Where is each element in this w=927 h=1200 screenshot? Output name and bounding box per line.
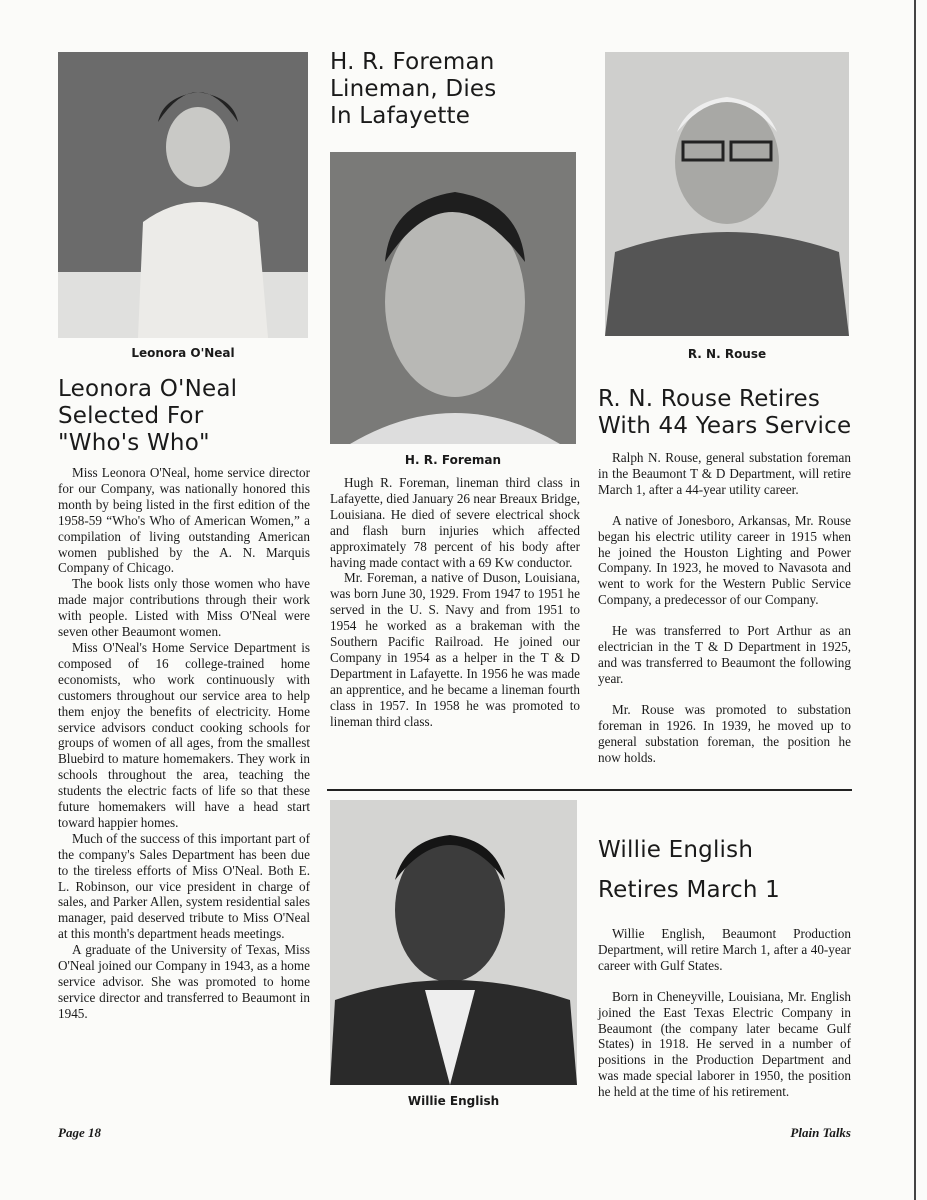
photo-rn-rouse <box>605 52 849 336</box>
paragraph: Mr. Foreman, a native of Duson, Louisiana, was born June 30, 1929. From 1947 to 1951 he served in the U. S. Navy and from 1951 to 1954 he worked as a brakeman with the Southern Pacific Railroad. He joined our Company in 1954 as a helper in the T & D Department in Lafayette. In 1956 he was made an apprentice, and he became a lineman fourth class in 1957. In 1958 he was promoted to lineman third class. <box>330 570 580 729</box>
paragraph: The book lists only those women who have made major contributions through their work with people. Listed with Miss O'Neal were seven other Beaumont women. <box>58 576 310 640</box>
paragraph: Hugh R. Foreman, lineman third class in Lafayette, died January 26 near Breaux Bridge, Louisiana. He died of severe electrical shock and flash burn injuries which affected approximately 78 percent of his body after having made contact with a 69 Kw conductor. <box>330 475 580 570</box>
paragraph: Miss Leonora O'Neal, home service director for our Company, was nationally honored this month by being listed in the first edition of the 1958-59 “Who's Who of American Women,” a compilation of living outstanding American women published by the A. N. Marquis Company of Chicago. <box>58 465 310 576</box>
article-body-foreman <box>330 475 580 730</box>
photo-caption: R. N. Rouse <box>687 347 767 361</box>
headline-line: R. N. Rouse Retires <box>598 386 821 412</box>
paragraph: He was transferred to Port Arthur as an electrician in the T & D Department in 1925, and was transferred to Beaumont the following year. <box>598 623 851 686</box>
article-body-oneal <box>58 465 310 1022</box>
page-number: Page 18 <box>58 1125 101 1140</box>
headline-line: Lineman, Dies <box>330 76 497 102</box>
headline-english <box>598 830 780 910</box>
paragraph: Miss O'Neal's Home Service Department is composed of 16 college-trained home economists, who work continuously with customers throughout our service area to help them enjoy the benefits of electricity. Home service advisors conduct cooking schools for groups of women of all ages, from the smallest Bluebird to mature homemakers. They work in schools throughout the area, teaching the students the electric facts of life so that these future homemakers will have a head start toward happier homes. <box>58 639 310 830</box>
photo-caption: Leonora O'Neal <box>131 346 235 360</box>
paragraph: Born in Cheneyville, Louisiana, Mr. English joined the East Texas Electric Company in Beaumont (the company later became Gulf States) in 1918. He served in a number of positions in the Production Department and was made special laborer in 1950, the position he held at the time of his retirement. <box>598 988 851 1100</box>
headline-line: In Lafayette <box>330 103 471 129</box>
article-body-english <box>598 926 851 1115</box>
headline-line: Willie English <box>598 837 754 863</box>
photo-caption: H. R. Foreman <box>404 453 502 467</box>
headline-oneal <box>58 376 237 457</box>
paragraph: Much of the success of this important part of the company's Sales Department has been due to the tireless efforts of Miss O'Neal. Both E. L. Robinson, our vice president in charge of sales, and Parker Allen, system residential sales manager, paid deserved tribute to Miss O'Neal at this month's department heads meetings. <box>58 830 310 942</box>
headline-line: Retires March 1 <box>598 877 780 903</box>
paragraph: A native of Jonesboro, Arkansas, Mr. Rouse began his electric utility career in 1915 when he joined the Houston Lighting and Power Company. In 1923, he moved to Navasota and went to work for the Western Public Service Company, a predecessor of our Company. <box>598 512 851 608</box>
paragraph: A graduate of the University of Texas, Miss O'Neal joined our Company in 1943, as a home service advisor. She was promoted to home service director and transferred to Beaumont in 1945. <box>58 942 310 1021</box>
paragraph: Willie English, Beaumont Production Department, will retire March 1, after a 40-year career with Gulf States. <box>598 926 851 973</box>
headline-line: Selected For <box>58 403 204 429</box>
headline-line: "Who's Who" <box>58 430 210 456</box>
section-divider <box>327 789 852 791</box>
publication-name: Plain Talks <box>790 1125 851 1140</box>
page-edge <box>914 0 916 1200</box>
photo-willie-english <box>330 800 577 1085</box>
headline-foreman <box>330 49 496 130</box>
paragraph: Ralph N. Rouse, general substation foreman in the Beaumont T & D Department, will retire March 1, after a 44-year utility career. <box>598 450 851 497</box>
photo-leonora-oneal <box>58 52 308 338</box>
headline-line: H. R. Foreman <box>330 49 495 75</box>
photo-caption: Willie English <box>407 1094 500 1108</box>
photo-hr-foreman <box>330 152 576 444</box>
paragraph: Mr. Rouse was promoted to substation foreman in 1926. In 1939, he moved up to general substation foreman, the position he now holds. <box>598 701 851 765</box>
article-body-rouse <box>598 450 851 780</box>
headline-line: With 44 Years Service <box>598 413 852 439</box>
headline-line: Leonora O'Neal <box>58 376 238 402</box>
headline-rouse <box>598 386 851 440</box>
